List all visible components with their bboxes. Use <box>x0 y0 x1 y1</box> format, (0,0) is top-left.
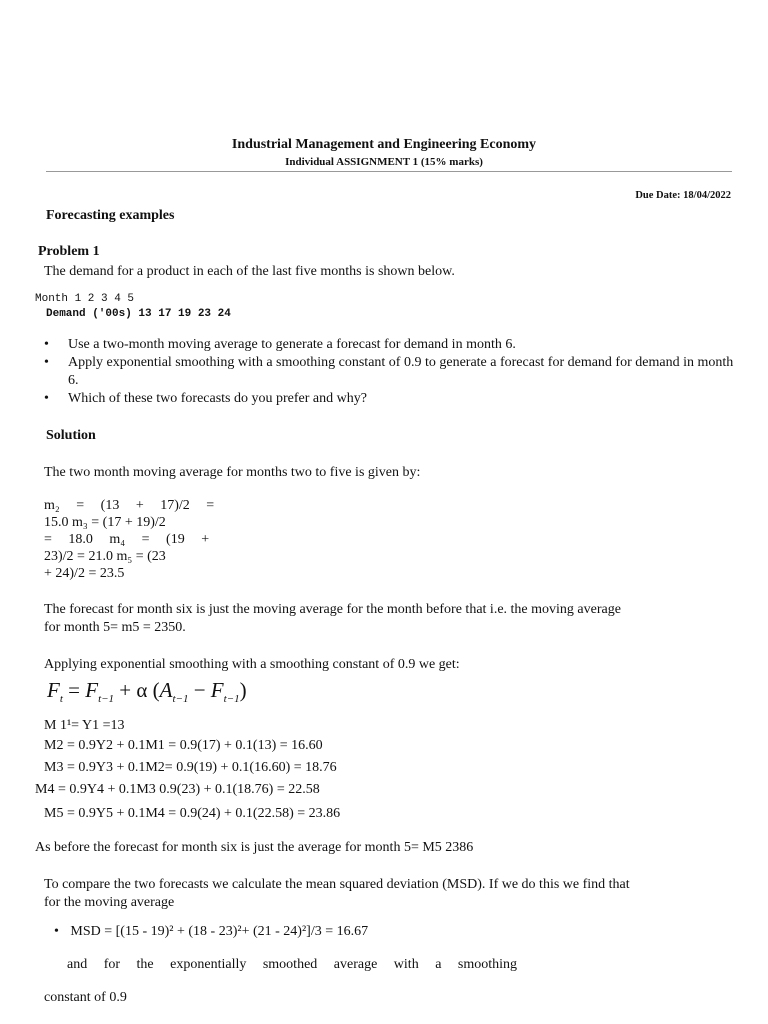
smoothing-line: M4 = 0.9Y4 + 0.1M3 0.9(23) + 0.1(18.76) = 22.58 <box>35 782 320 797</box>
bullet-symbol: • <box>54 924 59 939</box>
msd-follow-line2: constant of 0.9 <box>44 990 127 1005</box>
smoothing-line: M2 = 0.9Y2 + 0.1M1 = 0.9(17) + 0.1(13) = 16.60 <box>44 738 323 753</box>
list-item-text: Use a two-month moving average to generate a forecast for demand in month 6. <box>68 337 516 352</box>
msd-intro-line1: To compare the two forecasts we calculate the mean squared deviation (MSD). If we do this we find that <box>44 877 630 892</box>
msd-bullet <box>54 924 368 940</box>
bullet-symbol: • <box>44 391 49 406</box>
document-title: Industrial Management and Engineering Economy <box>231 137 537 152</box>
msd-follow-line1: and for the exponentially smoothed average with a smoothing <box>67 957 518 972</box>
smoothing-line: M3 = 0.9Y3 + 0.1M2= 0.9(19) + 0.1(16.60) = 18.76 <box>44 760 337 775</box>
moving-average-line: + 24)/2 = 23.5 <box>44 566 125 581</box>
bullet-symbol: • <box>44 355 49 370</box>
list-item-text: Which of these two forecasts do you prefer and why? <box>68 391 367 406</box>
smoothing-forecast: As before the forecast for month six is just the average for month 5= M5 2386 <box>35 840 474 855</box>
moving-average-line: = 18.0 m₄ = (19 + <box>44 532 210 547</box>
problem-bullet-list <box>44 336 734 408</box>
table-demand-row: Demand ('00s) 13 17 19 23 24 <box>46 308 231 320</box>
moving-average-line: m₂ = (13 + 17)/2 = <box>44 498 215 513</box>
list-item <box>44 390 734 408</box>
problem-intro: The demand for a product in each of the last five months is shown below. <box>44 264 455 279</box>
moving-average-line: 15.0 m₃ = (17 + 19)/2 <box>44 515 166 530</box>
smoothing-line: M5 = 0.9Y5 + 0.1M4 = 0.9(24) + 0.1(22.58) = 23.86 <box>44 806 341 821</box>
due-date: Due Date: 18/04/2022 <box>635 190 731 201</box>
moving-average-forecast-line1: The forecast for month six is just the moving average for the month before that i.e. the moving average <box>44 602 621 617</box>
list-item-text: Apply exponential smoothing with a smoothing constant of 0.9 to generate a forecast for demand for demand in month 6. <box>68 355 734 388</box>
msd-formula: MSD = [(15 - 19)² + (18 - 23)²+ (21 - 24)²]/3 = 16.67 <box>70 924 369 939</box>
bullet-symbol: • <box>44 337 49 352</box>
moving-average-forecast-line2: for month 5= m5 = 2350. <box>44 620 186 635</box>
table-month-row: Month 1 2 3 4 5 <box>35 293 135 305</box>
exponential-smoothing-intro: Applying exponential smoothing with a smoothing constant of 0.9 we get: <box>44 657 460 672</box>
moving-average-block <box>44 497 214 582</box>
section-title: Forecasting examples <box>46 208 175 223</box>
problem-heading: Problem 1 <box>38 244 100 259</box>
moving-average-intro: The two month moving average for months two to five is given by: <box>44 465 421 480</box>
header-divider <box>46 171 732 172</box>
list-item <box>44 336 734 354</box>
smoothing-line: M 1¹= Y1 =13 <box>44 718 125 733</box>
moving-average-line: 23)/2 = 21.0 m₅ = (23 <box>44 549 166 564</box>
solution-heading: Solution <box>46 428 96 443</box>
document-subtitle: Individual ASSIGNMENT 1 (15% marks) <box>285 156 483 168</box>
msd-intro-line2: for the moving average <box>44 895 175 910</box>
smoothing-formula: $F_t = F_{t-1} + \alpha$ $(A_{t-1} - F_{t-1})$ <box>47 678 247 706</box>
list-item <box>44 354 734 390</box>
